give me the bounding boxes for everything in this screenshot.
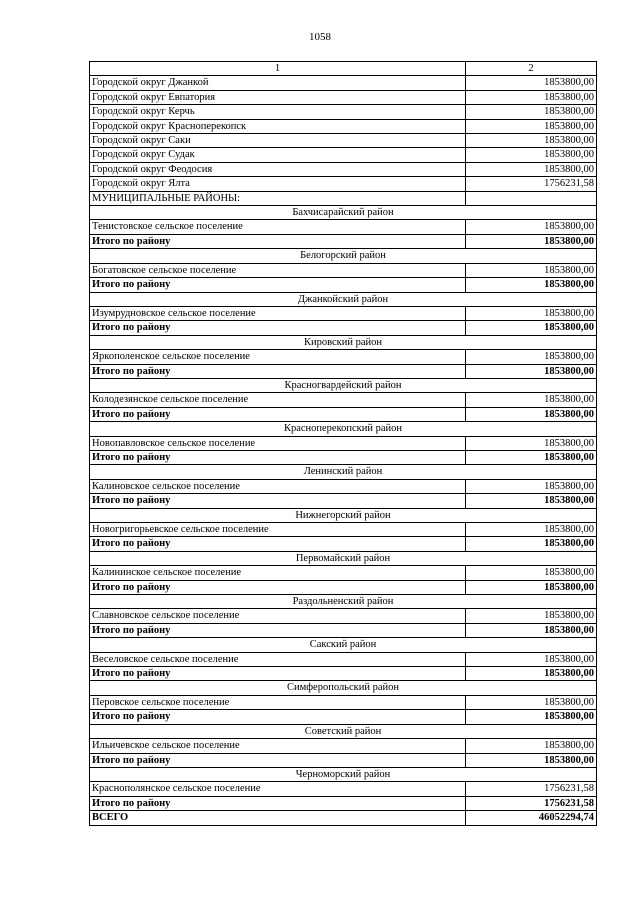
table-row — [90, 436, 597, 450]
district-heading-row — [90, 465, 597, 479]
district-total-value: 1853800,00 — [466, 450, 597, 464]
settlement-name: Калининское сельское поселение — [90, 566, 466, 580]
table-row — [90, 263, 597, 277]
settlement-name: Изумрудновское сельское поселение — [90, 306, 466, 320]
settlement-name: Яркополенское сельское поселение — [90, 350, 466, 364]
district-heading-row — [90, 422, 597, 436]
district-total-row — [90, 278, 597, 292]
municipal-heading: МУНИЦИПАЛЬНЫЕ РАЙОНЫ: — [90, 191, 466, 205]
district-total-value: 1853800,00 — [466, 278, 597, 292]
settlement-name: Краснополянское сельское поселение — [90, 782, 466, 796]
settlement-value: 1853800,00 — [466, 523, 597, 537]
table-row — [90, 306, 597, 320]
city-district-value: 1853800,00 — [466, 119, 597, 133]
empty-cell — [466, 191, 597, 205]
district-total-label: Итого по району — [90, 623, 466, 637]
city-district-name: Городской округ Судак — [90, 148, 466, 162]
table-row — [90, 119, 597, 133]
district-total-row — [90, 537, 597, 551]
district-name: Кировский район — [90, 335, 597, 349]
city-district-value: 1853800,00 — [466, 134, 597, 148]
settlement-value: 1853800,00 — [466, 479, 597, 493]
grand-total-label: ВСЕГО — [90, 811, 466, 825]
settlement-name: Колодезянское сельское поселение — [90, 393, 466, 407]
district-total-label: Итого по району — [90, 710, 466, 724]
table-row — [90, 162, 597, 176]
page-number: 1058 — [309, 31, 331, 43]
settlement-value: 1853800,00 — [466, 695, 597, 709]
district-total-row — [90, 494, 597, 508]
grand-total-value: 46052294,74 — [466, 811, 597, 825]
district-total-label: Итого по району — [90, 407, 466, 421]
city-district-value: 1853800,00 — [466, 162, 597, 176]
settlement-value: 1853800,00 — [466, 393, 597, 407]
district-name: Красногвардейский район — [90, 378, 597, 392]
table-body — [90, 76, 597, 825]
district-name: Симферопольский район — [90, 681, 597, 695]
district-name: Красноперекопский район — [90, 422, 597, 436]
district-total-label: Итого по району — [90, 796, 466, 810]
table-row — [90, 652, 597, 666]
district-name: Черноморский район — [90, 767, 597, 781]
city-district-name: Городской округ Красноперекопск — [90, 119, 466, 133]
district-heading-row — [90, 724, 597, 738]
settlement-value: 1853800,00 — [466, 739, 597, 753]
district-total-value: 1853800,00 — [466, 623, 597, 637]
district-total-row — [90, 796, 597, 810]
table-row — [90, 566, 597, 580]
table-row — [90, 350, 597, 364]
district-heading-row — [90, 595, 597, 609]
settlement-value: 1853800,00 — [466, 436, 597, 450]
district-name: Бахчисарайский район — [90, 206, 597, 220]
city-district-name: Городской округ Евпатория — [90, 90, 466, 104]
district-total-row — [90, 364, 597, 378]
district-total-row — [90, 710, 597, 724]
district-heading-row — [90, 681, 597, 695]
settlement-value: 1756231,58 — [466, 782, 597, 796]
district-total-label: Итого по району — [90, 537, 466, 551]
budget-table — [89, 61, 597, 826]
table-row — [90, 134, 597, 148]
district-total-value: 1853800,00 — [466, 234, 597, 248]
district-name: Советский район — [90, 724, 597, 738]
settlement-value: 1853800,00 — [466, 566, 597, 580]
district-total-value: 1853800,00 — [466, 321, 597, 335]
district-total-value: 1853800,00 — [466, 364, 597, 378]
district-name: Джанкойский район — [90, 292, 597, 306]
column-header-2: 2 — [466, 62, 597, 76]
district-total-row — [90, 321, 597, 335]
city-district-name: Городской округ Саки — [90, 134, 466, 148]
district-heading-row — [90, 206, 597, 220]
district-total-row — [90, 450, 597, 464]
district-total-value: 1853800,00 — [466, 753, 597, 767]
district-total-value: 1853800,00 — [466, 580, 597, 594]
district-total-row — [90, 407, 597, 421]
table-row — [90, 90, 597, 104]
settlement-name: Ильичевское сельское поселение — [90, 739, 466, 753]
municipal-heading-row — [90, 191, 597, 205]
settlement-value: 1853800,00 — [466, 609, 597, 623]
district-total-label: Итого по району — [90, 667, 466, 681]
district-heading-row — [90, 335, 597, 349]
city-district-value: 1853800,00 — [466, 90, 597, 104]
settlement-value: 1853800,00 — [466, 220, 597, 234]
district-total-row — [90, 234, 597, 248]
settlement-name: Веселовское сельское поселение — [90, 652, 466, 666]
table-row — [90, 393, 597, 407]
city-district-value: 1853800,00 — [466, 105, 597, 119]
district-name: Белогорский район — [90, 249, 597, 263]
district-total-row — [90, 623, 597, 637]
city-district-name: Городской округ Феодосия — [90, 162, 466, 176]
district-total-label: Итого по району — [90, 234, 466, 248]
settlement-name: Новогригорьевское сельское поселение — [90, 523, 466, 537]
table-row — [90, 609, 597, 623]
district-total-label: Итого по району — [90, 494, 466, 508]
table-row — [90, 220, 597, 234]
settlement-value: 1853800,00 — [466, 652, 597, 666]
table-row — [90, 76, 597, 90]
district-total-value: 1853800,00 — [466, 407, 597, 421]
district-name: Первомайский район — [90, 551, 597, 565]
settlement-name: Перовское сельское поселение — [90, 695, 466, 709]
settlement-name: Тенистовское сельское поселение — [90, 220, 466, 234]
city-district-value: 1853800,00 — [466, 76, 597, 90]
district-total-label: Итого по району — [90, 753, 466, 767]
settlement-name: Богатовское сельское поселение — [90, 263, 466, 277]
district-name: Ленинский район — [90, 465, 597, 479]
settlement-value: 1853800,00 — [466, 306, 597, 320]
district-name: Нижнегорский район — [90, 508, 597, 522]
header-row — [90, 62, 597, 76]
district-total-row — [90, 753, 597, 767]
district-total-value: 1756231,58 — [466, 796, 597, 810]
district-total-row — [90, 580, 597, 594]
district-total-value: 1853800,00 — [466, 710, 597, 724]
district-name: Раздольненский район — [90, 595, 597, 609]
district-name: Сакский район — [90, 638, 597, 652]
city-district-name: Городской округ Ялта — [90, 177, 466, 191]
table-row — [90, 739, 597, 753]
district-heading-row — [90, 292, 597, 306]
table-row — [90, 523, 597, 537]
district-total-label: Итого по району — [90, 450, 466, 464]
district-total-value: 1853800,00 — [466, 667, 597, 681]
city-district-name: Городской округ Керчь — [90, 105, 466, 119]
settlement-name: Славновское сельское поселение — [90, 609, 466, 623]
city-district-name: Городской округ Джанкой — [90, 76, 466, 90]
district-heading-row — [90, 767, 597, 781]
settlement-value: 1853800,00 — [466, 263, 597, 277]
city-district-value: 1853800,00 — [466, 148, 597, 162]
district-total-value: 1853800,00 — [466, 494, 597, 508]
city-district-value: 1756231,58 — [466, 177, 597, 191]
table-row — [90, 479, 597, 493]
district-total-row — [90, 667, 597, 681]
table-row — [90, 695, 597, 709]
district-heading-row — [90, 508, 597, 522]
settlement-value: 1853800,00 — [466, 350, 597, 364]
district-heading-row — [90, 249, 597, 263]
settlement-name: Новопавловское сельское поселение — [90, 436, 466, 450]
table-row — [90, 148, 597, 162]
district-total-label: Итого по району — [90, 278, 466, 292]
table-row — [90, 782, 597, 796]
district-heading-row — [90, 378, 597, 392]
district-heading-row — [90, 551, 597, 565]
column-header-1: 1 — [90, 62, 466, 76]
district-total-value: 1853800,00 — [466, 537, 597, 551]
district-heading-row — [90, 638, 597, 652]
district-total-label: Итого по району — [90, 364, 466, 378]
grand-total-row — [90, 811, 597, 825]
district-total-label: Итого по району — [90, 580, 466, 594]
table-row — [90, 105, 597, 119]
district-total-label: Итого по району — [90, 321, 466, 335]
settlement-name: Калиновское сельское поселение — [90, 479, 466, 493]
table-row — [90, 177, 597, 191]
